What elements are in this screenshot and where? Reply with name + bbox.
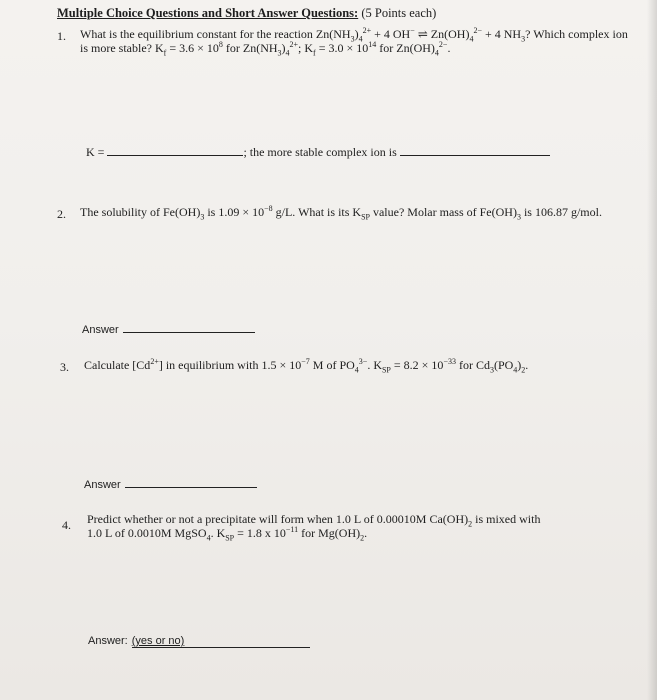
q1-text-seg: ⇌ Zn(OH) [414,27,470,41]
q1-sub: f [163,48,167,58]
q3-text-seg: . [525,358,529,372]
q2-sub: 3 [200,212,205,222]
q1-text-seg: + 4 OH [371,27,411,41]
q3-text-seg: M of PO [309,358,355,372]
q1-text-seg: ) [281,41,286,55]
q3-sub: SP [381,365,391,375]
q3-sub: 4 [354,365,359,375]
q2-sub: SP [361,212,370,222]
q1-sub: 4 [469,34,474,44]
question-1-line-2 [80,40,650,58]
q1-text-seg: is more stable? K [80,41,164,55]
q1-sub: 4 [434,48,439,58]
q3-sub: 2 [521,365,526,375]
q3-text-seg: for Cd [455,358,490,372]
q3-text-seg: ] in equilibrium with 1.5 × 10 [158,358,302,372]
q4-answer-hint: (yes or no) [131,635,185,647]
q2-text-seg: The solubility of Fe(OH) [80,205,201,219]
q1-text-seg: for Zn(OH) [376,41,435,55]
q1-sub: 4 [358,34,363,44]
page-edge-shadow [647,0,657,700]
q1-text-seg: ) [354,27,359,41]
question-2-text [80,204,602,222]
q4-text-seg: = 1.8 x 10 [234,526,286,540]
q1-sub: 4 [285,48,290,58]
k-label: K = [86,145,105,159]
question-3-text [84,357,529,375]
q3-text-seg: . K [367,358,382,372]
q1-text-seg: = 3.6 × 10 [166,41,219,55]
question-4-text [87,512,637,543]
q4-text-seg: . [364,526,368,540]
page-heading [57,6,436,21]
q1-sup: 2+ [362,26,372,35]
q3-answer-line[interactable] [125,486,257,488]
q1-text-seg: ? Which complex ion [525,27,628,41]
q3-sub: 3 [489,365,494,375]
question-2-answer-row [82,320,255,338]
q3-text-seg: = 8.2 × 10 [390,358,444,372]
q3-sup: −7 [301,357,310,366]
q1-sup: 2− [438,40,448,49]
q2-text-seg: value? Molar mass of Fe(OH) [369,205,517,219]
q4-answer-line[interactable] [132,635,310,648]
q1-text-seg: = 3.0 × 10 [315,41,369,55]
stable-complex-label: ; the more stable complex ion is [243,145,397,159]
q1-sup: 14 [368,40,377,49]
q1-text-seg: . [447,41,451,55]
q2-answer-line[interactable] [123,331,255,333]
q3-answer-label: Answer [84,479,121,491]
q4-sup: −11 [285,525,299,534]
q2-sup: −8 [264,204,273,213]
q1-text-seg: + 4 NH [481,27,522,41]
q1-sup: 8 [218,40,223,49]
q1-sub: 3 [277,48,282,58]
question-4-number: 4. [62,518,71,532]
question-2-number: 2. [57,207,66,221]
stable-complex-answer-line[interactable] [400,154,550,156]
q1-sup: 2+ [289,40,299,49]
q3-text-seg: Calculate [Cd [84,358,151,372]
question-1-line-1 [80,26,650,44]
question-4-line-1 [87,512,637,529]
q4-text-seg: is mixed with [472,512,541,526]
q1-sup: 2− [473,26,482,35]
question-1-answer-row [86,146,550,159]
q1-text-seg: for Zn(NH [222,41,278,55]
q4-sub: 4 [206,533,211,543]
q4-sub: 2 [360,533,365,543]
heading-points: (5 Points each) [361,6,437,20]
question-1-text [80,26,650,58]
q4-text-seg: Predict whether or not a precipitate will form when 1.0 L of 0.00010M Ca(OH) [87,512,469,526]
question-4-line-2 [87,525,637,543]
question-3-number: 3. [60,360,69,374]
q2-sub: 3 [516,212,521,222]
q4-text-seg: 1.0 L of 0.0010M MgSO [87,526,207,540]
q1-sub: f [313,48,316,58]
q3-sup: 2+ [150,357,159,366]
q4-text-seg: for Mg(OH) [298,526,361,540]
q3-sub: 4 [513,365,518,375]
q4-sub: 2 [468,519,473,529]
heading-title: Multiple Choice Questions and Short Answer Questions: [57,6,359,20]
q2-text-seg: is 106.87 g/mol. [520,205,602,219]
q4-answer-label: Answer: [88,635,128,647]
q3-sup: 3− [358,357,368,366]
q2-answer-label: Answer [82,324,119,336]
q1-sup: − [410,26,415,35]
q3-sup: −33 [443,357,456,366]
q2-text-seg: g/L. What is its K [272,205,362,219]
q3-text-seg: (PO [493,358,514,372]
question-1-number: 1. [57,29,66,43]
q1-text-seg: What is the equilibrium constant for the reaction Zn(NH [80,27,351,41]
k-answer-line[interactable] [107,154,243,156]
q1-sub: 3 [521,34,526,44]
q1-sub: 3 [350,34,355,44]
question-3-answer-row [84,475,257,493]
question-4-answer-row [88,631,310,649]
q3-text-seg: ) [517,358,522,372]
q4-text-seg: . K [210,526,226,540]
q2-text-seg: is 1.09 × 10 [204,205,265,219]
q1-text-seg: ; K [298,41,314,55]
q4-sub: SP [225,533,235,543]
